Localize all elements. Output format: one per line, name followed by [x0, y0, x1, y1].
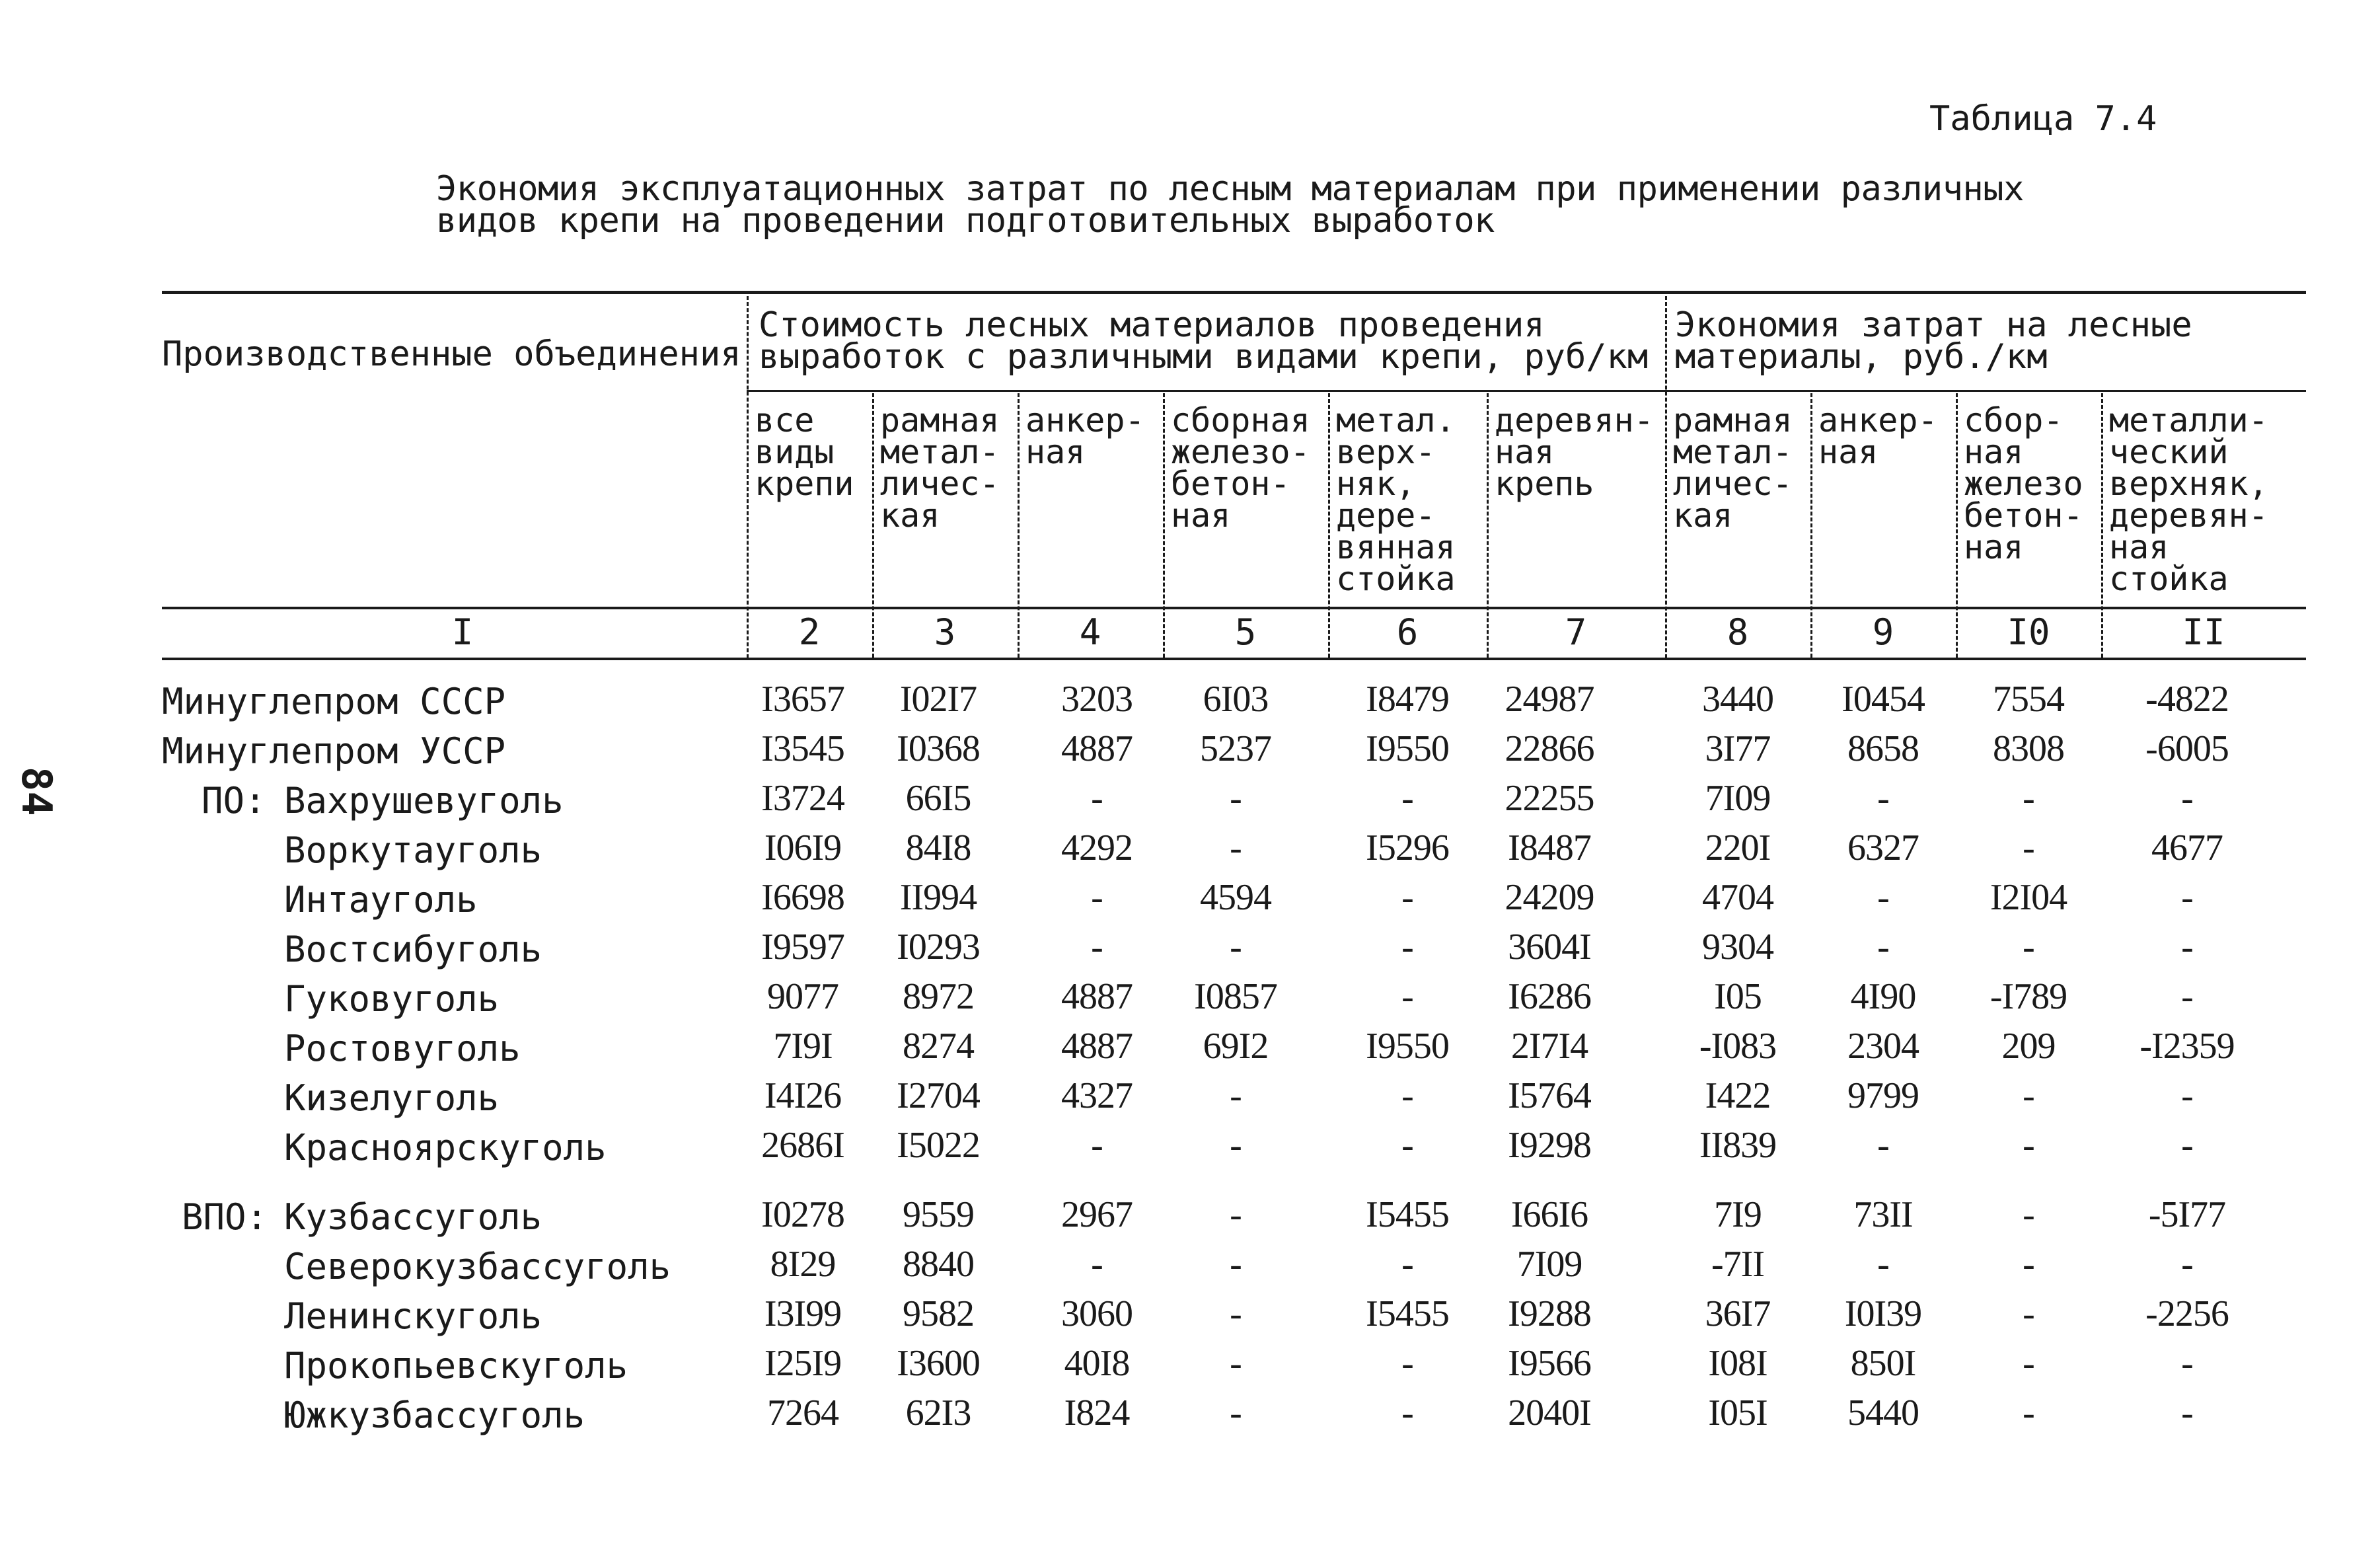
table-cell: I6286: [1508, 976, 1591, 1017]
table-cell: -2256: [2145, 1293, 2229, 1334]
table-cell: 9582: [903, 1293, 974, 1334]
row-prefix: ВПО:: [182, 1196, 268, 1238]
column-number-10: I0: [2007, 611, 2050, 653]
table-cell: -: [1091, 1125, 1103, 1166]
table-cell: 24209: [1505, 877, 1594, 918]
table-cell: I08I: [1708, 1343, 1767, 1384]
subheader-col-11: [2109, 401, 2268, 598]
table-cell: I0368: [897, 728, 980, 769]
table-cell: I2I04: [1990, 877, 2067, 918]
table-cell: 36I7: [1705, 1293, 1771, 1334]
table-cell: 84I8: [905, 827, 971, 868]
table-cell: 66I5: [905, 778, 971, 819]
subheader-line: крепи: [755, 465, 854, 503]
table-cell: 4887: [1061, 728, 1133, 769]
table-cell: 3060: [1061, 1293, 1133, 1334]
table-cell: 4327: [1061, 1075, 1133, 1116]
table-cell: 7I09: [1705, 778, 1771, 819]
table-cell: -: [2023, 1392, 2034, 1433]
column-number-11: II: [2182, 611, 2225, 653]
table-cell: -: [2023, 1194, 2034, 1235]
subheader-line: стойка: [2109, 560, 2229, 598]
subheader-line: анкер-: [1818, 401, 1938, 439]
header-group-cost-line2: выработок с различными видами крепи, руб/км: [759, 337, 1649, 377]
column-number-4: 4: [1079, 611, 1101, 653]
table-cell: -: [2181, 1343, 2193, 1384]
subheader-line: крепь: [1495, 465, 1594, 503]
separator-main: [747, 296, 749, 658]
table-cell: I25I9: [764, 1343, 842, 1384]
table-cell: -: [1230, 927, 1242, 968]
subheader-line: верхняк,: [2109, 465, 2268, 503]
table-cell: -: [1230, 1392, 1242, 1433]
table-cell: 8I29: [770, 1244, 836, 1285]
table-cell: -: [2023, 1244, 2034, 1285]
subheader-col-4: [1025, 401, 1145, 471]
table-cell: I06I9: [764, 827, 842, 868]
row-name: Востсибуголь: [284, 929, 542, 970]
table-cell: I0I39: [1844, 1293, 1922, 1334]
row-name: Интауголь: [284, 879, 478, 921]
table-cell: 4704: [1702, 877, 1773, 918]
table-cell: 69I2: [1203, 1026, 1269, 1067]
page-number: 84: [13, 767, 61, 816]
subheader-col-5: [1171, 401, 1310, 535]
column-number-2: 2: [798, 611, 821, 653]
rule-header-bottom: [162, 607, 2306, 609]
row-name: Ленинскуголь: [284, 1295, 542, 1337]
subheader-line: ная: [1964, 433, 2024, 471]
subheader-line: ная: [1495, 433, 1555, 471]
table-cell: 2I7I4: [1510, 1026, 1588, 1067]
table-cell: 7I09: [1516, 1244, 1582, 1285]
table-cell: -: [2181, 976, 2193, 1017]
table-cell: -: [2181, 1244, 2193, 1285]
subheader-line: сбор-: [1964, 401, 2064, 439]
table-cell: 4887: [1061, 1026, 1133, 1067]
subheader-line: виды: [755, 433, 835, 471]
column-number-1: I: [451, 611, 474, 653]
table-cell: 8274: [903, 1026, 974, 1067]
row-name: Минуглепром УССР: [162, 730, 506, 772]
table-cell: 9304: [1702, 927, 1773, 968]
subheader-line: анкер-: [1025, 401, 1145, 439]
table-cell: -: [1877, 1125, 1889, 1166]
table-cell: -: [1401, 877, 1413, 918]
table-cell: I0857: [1194, 976, 1277, 1017]
table-cell: -: [1230, 1244, 1242, 1285]
row-name: Воркутауголь: [284, 829, 542, 871]
row-name: Ростовуголь: [284, 1028, 521, 1069]
subheader-line: бетон-: [1171, 465, 1290, 503]
table-cell: I5455: [1366, 1293, 1449, 1334]
subheader-line: ная: [2109, 528, 2169, 566]
subheader-col-10: [1964, 401, 2083, 566]
table-caption: Таблица 7.4: [1929, 99, 2157, 139]
table-cell: -: [1877, 927, 1889, 968]
subheader-col-3: [880, 401, 1000, 535]
table-cell: I3545: [761, 728, 844, 769]
table-cell: I4I26: [764, 1075, 842, 1116]
row-name: Кузбассуголь: [284, 1196, 542, 1238]
table-cell: -: [2023, 778, 2034, 819]
table-title: [436, 169, 2088, 241]
subheader-line: ная: [1964, 528, 2024, 566]
subheader-line: рамная: [880, 401, 1000, 439]
title-line-1: Экономия эксплуатационных затрат по лесным материалам при применении различных: [436, 169, 2024, 209]
table-cell: -: [2181, 1392, 2193, 1433]
table-cell: I8487: [1508, 827, 1591, 868]
table-cell: -: [1230, 1194, 1242, 1235]
table-cell: I5296: [1366, 827, 1449, 868]
table-cell: I05: [1714, 976, 1762, 1017]
table-cell: 5237: [1200, 728, 1271, 769]
table-cell: -: [1401, 778, 1413, 819]
column-number-3: 3: [934, 611, 956, 653]
table-cell: -: [1230, 1293, 1242, 1334]
subheader-line: бетон-: [1964, 496, 2083, 535]
row-name: Вахрушевуголь: [284, 780, 564, 821]
table-cell: -7II: [1711, 1244, 1764, 1285]
subheader-col-9: [1818, 401, 1938, 471]
separator-col: [1328, 393, 1330, 658]
row-name: Прокопьевскуголь: [284, 1345, 628, 1387]
table-cell: 8972: [903, 976, 974, 1017]
table-cell: I9298: [1508, 1125, 1591, 1166]
table-cell: I02I7: [899, 679, 977, 720]
table-cell: I0454: [1841, 679, 1925, 720]
table-cell: 2304: [1847, 1026, 1919, 1067]
table-cell: -: [1401, 976, 1413, 1017]
subheader-line: ная: [1025, 433, 1086, 471]
table-cell: -6005: [2145, 728, 2229, 769]
table-cell: -5I77: [2148, 1194, 2226, 1235]
table-cell: 3604I: [1508, 927, 1591, 968]
table-cell: 7I9: [1714, 1194, 1762, 1235]
table-cell: 6327: [1847, 827, 1919, 868]
table-cell: -: [1401, 1392, 1413, 1433]
subheader-line: железо: [1964, 465, 2083, 503]
table-cell: 73II: [1853, 1194, 1913, 1235]
subheader-line: железо-: [1171, 433, 1310, 471]
subheader-col-6: [1336, 401, 1456, 598]
table-cell: 9077: [767, 976, 838, 1017]
table-cell: -: [1401, 927, 1413, 968]
table-cell: I9550: [1366, 1026, 1449, 1067]
table-cell: I66I6: [1510, 1194, 1588, 1235]
subheader-line: сборная: [1171, 401, 1310, 439]
table-cell: -: [1401, 1125, 1413, 1166]
subheader-line: деревян-: [1495, 401, 1654, 439]
table-cell: -: [1230, 1125, 1242, 1166]
table-cell: 2686I: [761, 1125, 844, 1166]
table-cell: 3203: [1061, 679, 1133, 720]
table-cell: -: [1091, 1244, 1103, 1285]
subheader-line: рамная: [1673, 401, 1793, 439]
table-cell: I5764: [1508, 1075, 1591, 1116]
table-cell: I05I: [1708, 1392, 1767, 1433]
table-cell: -: [1091, 877, 1103, 918]
subheader-col-2: [755, 401, 854, 503]
table-cell: -: [2181, 778, 2193, 819]
column-number-7: 7: [1565, 611, 1587, 653]
table-cell: -4822: [2145, 679, 2229, 720]
subheader-line: личес-: [880, 465, 1000, 503]
column-number-9: 9: [1872, 611, 1894, 653]
table-cell: -I083: [1699, 1026, 1777, 1067]
table-cell: 22866: [1505, 728, 1594, 769]
table-cell: 9559: [903, 1194, 974, 1235]
table-cell: 5440: [1847, 1392, 1919, 1433]
separator-col: [1956, 393, 1958, 658]
column-number-8: 8: [1727, 611, 1749, 653]
table-cell: 4677: [2151, 827, 2223, 868]
table-cell: 7264: [767, 1392, 838, 1433]
table-cell: 8658: [1847, 728, 1919, 769]
table-cell: 62I3: [905, 1392, 971, 1433]
table-cell: -: [1877, 877, 1889, 918]
table-cell: I6698: [761, 877, 844, 918]
table-cell: -: [1230, 1343, 1242, 1384]
table-cell: 3I77: [1705, 728, 1771, 769]
separator-col: [1018, 393, 1020, 658]
subheader-line: ная: [1818, 433, 1878, 471]
table-cell: I3724: [761, 778, 844, 819]
table-cell: -I2359: [2139, 1026, 2235, 1067]
table-cell: 6I03: [1203, 679, 1269, 720]
table-cell: -: [1091, 778, 1103, 819]
row-name: Северокузбассуголь: [284, 1246, 671, 1287]
row-name: Минуглепром СССР: [162, 681, 506, 722]
table-cell: I824: [1064, 1392, 1130, 1433]
table-cell: -: [1401, 1343, 1413, 1384]
table-cell: -: [1877, 778, 1889, 819]
table-cell: I9550: [1366, 728, 1449, 769]
subheader-line: метал-: [880, 433, 1000, 471]
subheader-line: деревян-: [2109, 496, 2268, 535]
table-cell: I8479: [1366, 679, 1449, 720]
subheader-line: стойка: [1336, 560, 1456, 598]
table-cell: -: [2023, 1293, 2034, 1334]
table-cell: 9799: [1847, 1075, 1919, 1116]
table-cell: 40I8: [1064, 1343, 1130, 1384]
subheader-col-7: [1495, 401, 1654, 503]
column-number-5: 5: [1234, 611, 1257, 653]
separator-col: [1487, 393, 1489, 658]
header-group-cost-line1: Стоимость лесных материалов проведения: [759, 305, 1545, 345]
rule-colnum-bottom: [162, 658, 2306, 660]
table-cell: I2704: [897, 1075, 980, 1116]
row-name: Южкузбассуголь: [284, 1394, 585, 1436]
table-cell: 4I90: [1850, 976, 1916, 1017]
separator-col: [2101, 393, 2103, 658]
table-cell: 22255: [1505, 778, 1594, 819]
table-cell: 4594: [1200, 877, 1271, 918]
title-line-2: видов крепи на проведении подготовительных выработок: [436, 201, 1495, 241]
table-cell: I5455: [1366, 1194, 1449, 1235]
subheader-col-8: [1673, 401, 1793, 535]
subheader-line: метал.: [1336, 401, 1456, 439]
table-cell: 2967: [1061, 1194, 1133, 1235]
table-cell: I9597: [761, 927, 844, 968]
separator-group: [1665, 296, 1667, 658]
table-cell: -: [1091, 927, 1103, 968]
table-cell: I9566: [1508, 1343, 1591, 1384]
table-cell: -: [2181, 1125, 2193, 1166]
table-cell: I3600: [897, 1343, 980, 1384]
subheader-line: металли-: [2109, 401, 2268, 439]
table-cell: 7I9I: [773, 1026, 833, 1067]
table-cell: -: [2023, 1125, 2034, 1166]
table-cell: -: [2023, 927, 2034, 968]
table-cell: 24987: [1505, 679, 1594, 720]
table-cell: I3I99: [764, 1293, 842, 1334]
subheader-line: верх-: [1336, 433, 1436, 471]
subheader-line: дере-: [1336, 496, 1436, 535]
subheader-line: метал-: [1673, 433, 1793, 471]
subheader-line: все: [755, 401, 815, 439]
table-cell: -: [2023, 1075, 2034, 1116]
subheader-line: кая: [1673, 496, 1733, 535]
table-cell: I9288: [1508, 1293, 1591, 1334]
table-cell: -: [1230, 827, 1242, 868]
header-col-production: Производственные объединения: [162, 334, 741, 374]
table-cell: I5022: [897, 1125, 980, 1166]
column-number-6: 6: [1396, 611, 1419, 653]
table-cell: I3657: [761, 679, 844, 720]
table-cell: -: [2023, 1343, 2034, 1384]
table-cell: -: [2181, 877, 2193, 918]
table-cell: 209: [2001, 1026, 2056, 1067]
row-name: Красноярскуголь: [284, 1127, 607, 1168]
table-cell: 8840: [903, 1244, 974, 1285]
subheader-line: ческий: [2109, 433, 2229, 471]
table-cell: 4292: [1061, 827, 1133, 868]
table-cell: -: [1877, 1244, 1889, 1285]
table-cell: 2040I: [1508, 1392, 1591, 1433]
table-cell: -: [1401, 1244, 1413, 1285]
table-cell: I0293: [897, 927, 980, 968]
table-cell: -: [2181, 1075, 2193, 1116]
table-cell: II839: [1699, 1125, 1777, 1166]
row-prefix: ПО:: [202, 780, 266, 821]
table-cell: II994: [899, 877, 977, 918]
header-group-savings-line1: Экономия затрат на лесные: [1675, 305, 2192, 345]
separator-col: [1163, 393, 1165, 658]
table-cell: -: [1230, 778, 1242, 819]
subheader-line: кая: [880, 496, 940, 535]
table-cell: -: [1230, 1075, 1242, 1116]
table-cell: I0278: [761, 1194, 844, 1235]
row-name: Гуковуголь: [284, 978, 500, 1020]
subheader-line: личес-: [1673, 465, 1793, 503]
table-cell: -: [2181, 927, 2193, 968]
rule-top: [162, 291, 2306, 294]
subheader-line: ная: [1171, 496, 1231, 535]
table-cell: 220I: [1705, 827, 1771, 868]
row-name: Кизелуголь: [284, 1077, 500, 1119]
table-cell: 3440: [1702, 679, 1773, 720]
table-cell: 4887: [1061, 976, 1133, 1017]
separator-col: [1810, 393, 1812, 658]
table-cell: I422: [1705, 1075, 1771, 1116]
table-cell: -: [1401, 1075, 1413, 1116]
table-cell: 850I: [1850, 1343, 1916, 1384]
table-cell: -I789: [1990, 976, 2067, 1017]
table-cell: 7554: [1993, 679, 2064, 720]
subheader-line: вянная: [1336, 528, 1456, 566]
table-cell: -: [2023, 827, 2034, 868]
header-group-savings-line2: материалы, руб./км: [1675, 337, 2048, 377]
table-cell: 8308: [1993, 728, 2064, 769]
rule-group: [747, 390, 2306, 392]
subheader-line: няк,: [1336, 465, 1416, 503]
